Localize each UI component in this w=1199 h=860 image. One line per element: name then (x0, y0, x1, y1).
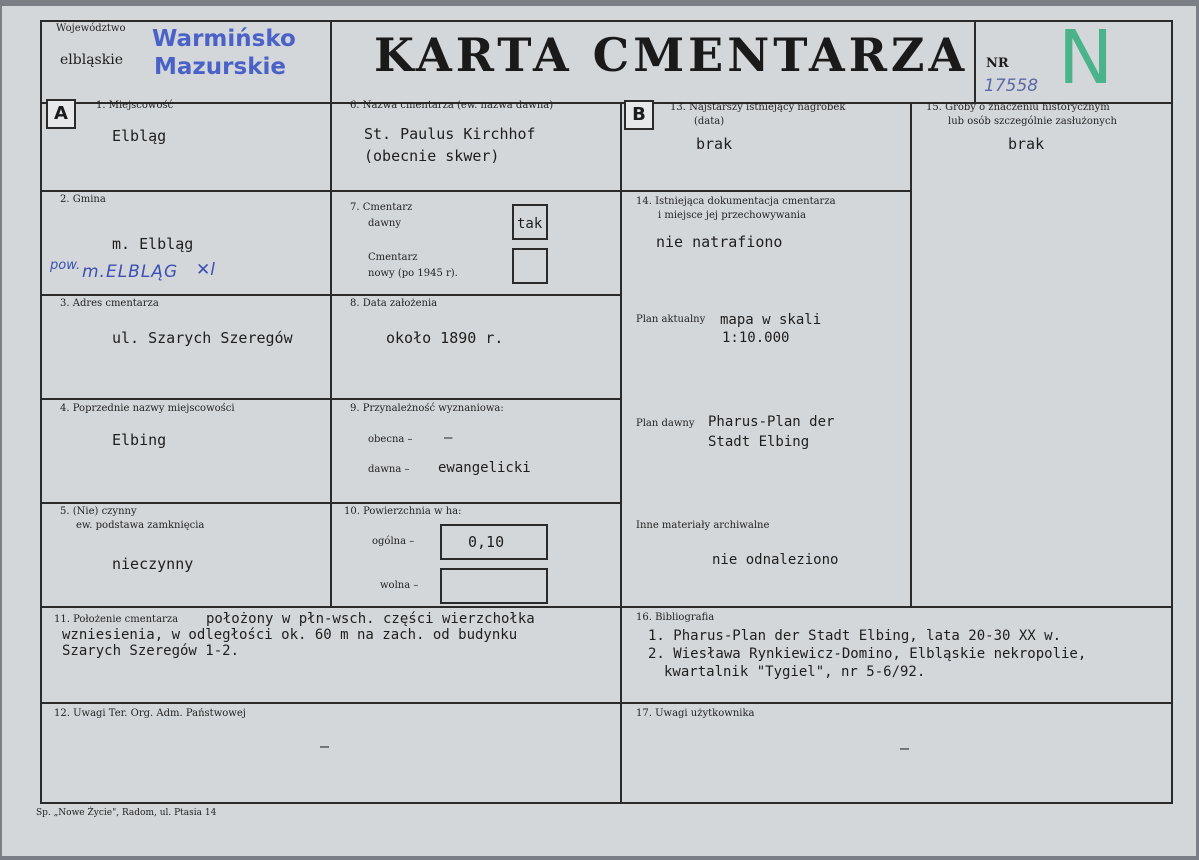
f13-value: brak (696, 135, 733, 153)
f10-wolna-label: wolna – (380, 580, 419, 591)
nr-value: 17558 (984, 76, 1039, 96)
f11-line-2: wzniesienia, w odległości ok. 60 m na zach. od budynku (62, 627, 518, 643)
f16-line-3: kwartalnik "Tygiel", nr 5-6/92. (664, 664, 926, 680)
f6-label: 6. Nazwa cmentarza (ew. nazwa dawna) (350, 100, 554, 111)
plan-dawny-value-1: Pharus-Plan der (708, 414, 835, 430)
f9-obecna-value: – (444, 430, 453, 446)
f17-value: – (900, 739, 910, 757)
wojewodztwo-printed: elbląskie (60, 52, 123, 68)
f6-value-1: St. Paulus Kirchhof (364, 125, 536, 143)
f10-wolna-box (440, 568, 548, 604)
f9-obecna-label: obecna – (368, 434, 413, 445)
f10-label: 10. Powierzchnia w ha: (344, 506, 462, 517)
f12-value: – (320, 737, 330, 755)
f11-label: 11. Położenie cmentarza (54, 614, 179, 625)
f15-label-2: lub osób szczególnie zasłużonych (948, 116, 1117, 127)
f9-label: 9. Przynależność wyznaniowa: (350, 403, 504, 414)
f8-label: 8. Data założenia (350, 298, 438, 309)
page-title: KARTA CMENTARZA (374, 28, 969, 82)
f3-label: 3. Adres cmentarza (60, 298, 159, 309)
f10-ogolna-label: ogólna – (372, 536, 415, 547)
f13-label-2: (data) (694, 116, 725, 127)
f14-label: 14. Istniejąca dokumentacja cmentarza (636, 196, 836, 207)
plan-aktualny-value-1: mapa w skali (720, 312, 822, 328)
cemetery-card (2, 6, 1196, 856)
plan-aktualny-value-2: 1:10.000 (722, 330, 790, 346)
f3-value: ul. Szarych Szeregów (112, 329, 293, 347)
f5-label: 5. (Nie) czynny (60, 506, 137, 517)
f7-nowy-box (512, 248, 548, 284)
f16-line-2: 2. Wiesława Rynkiewicz-Domino, Elbląskie nekropolie, (648, 646, 1087, 662)
f2-value: m. Elbląg (112, 235, 194, 253)
f7-nowy-heading: Cmentarz (368, 252, 418, 263)
printer-footer: Sp. „Nowe Życie", Radom, ul. Ptasia 14 (36, 808, 217, 818)
f9-dawna-label: dawna – (368, 464, 410, 475)
wojewodztwo-label: Województwo (56, 23, 126, 34)
inne-materialy-value: nie odnaleziono (712, 552, 839, 568)
f8-value: około 1890 r. (386, 329, 504, 347)
f15-label: 15. Groby o znaczeniu historycznym (926, 102, 1110, 113)
f13-label: 13. Najstarszy istniejący nagrobek (670, 102, 846, 113)
f9-dawna-value: ewangelicki (438, 460, 531, 476)
plan-dawny-label: Plan dawny (636, 418, 695, 429)
f11-line-1: położony w płn-wsch. części wierzchołka (206, 611, 535, 627)
f1-value: Elbląg (112, 127, 167, 145)
f10-ogolna-value: 0,10 (468, 533, 505, 551)
f2-handwritten-prefix: pow. (50, 258, 81, 273)
f7-label: 7. Cmentarz (350, 202, 413, 213)
inne-materialy-label: Inne materiały archiwalne (636, 520, 770, 531)
nr-mark: N (1058, 15, 1114, 101)
f1-label: 1. Miejscowość (96, 100, 174, 111)
f16-label: 16. Bibliografia (636, 612, 715, 623)
stamp-line-2: Mazurskie (154, 54, 286, 80)
f4-label: 4. Poprzednie nazwy miejscowości (60, 403, 235, 414)
plan-aktualny-label: Plan aktualny (636, 314, 706, 325)
f11-line-3: Szarych Szeregów 1-2. (62, 643, 240, 659)
f16-line-1: 1. Pharus-Plan der Stadt Elbing, lata 20-30 XX w. (648, 628, 1062, 644)
f4-value: Elbing (112, 431, 167, 449)
f7-nowy-label: nowy (po 1945 r). (368, 268, 458, 279)
nr-label: NR (986, 56, 1009, 71)
f5-label-2: ew. podstawa zamknięcia (76, 520, 205, 531)
f17-label: 17. Uwagi użytkownika (636, 708, 755, 719)
section-a-badge: A (46, 99, 76, 129)
plan-dawny-value-2: Stadt Elbing (708, 434, 810, 450)
f14-label-2: i miejsce jej przechowywania (658, 210, 806, 221)
f14-value: nie natrafiono (656, 233, 783, 251)
f15-value: brak (1008, 135, 1045, 153)
f12-label: 12. Uwagi Ter. Org. Adm. Państwowej (54, 708, 246, 719)
f2-label: 2. Gmina (60, 194, 106, 205)
stamp-line-1: Warmińsko (152, 26, 296, 52)
f6-value-2: (obecnie skwer) (364, 147, 500, 165)
section-b-badge: B (624, 100, 654, 130)
f2-handwritten: m.ELBLĄG (82, 262, 179, 282)
f7-dawny-label: dawny (368, 218, 402, 229)
f2-handwritten-suffix: ✕l (196, 260, 215, 280)
f5-value: nieczynny (112, 555, 194, 573)
f7-dawny-value: tak (517, 216, 543, 232)
